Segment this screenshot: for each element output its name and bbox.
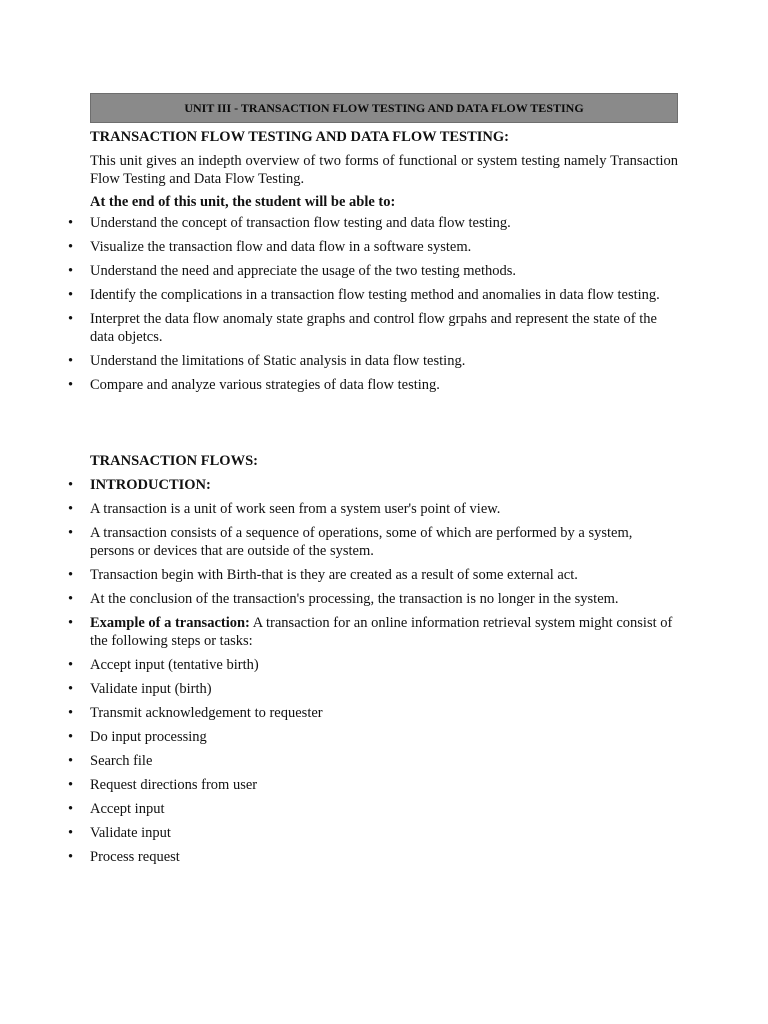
objective-item: • Interpret the data flow anomaly state graphs and control flow grpahs and represent the state of the data objetcs. xyxy=(90,310,678,346)
example-step: • Request directions from user xyxy=(90,776,678,794)
objective-item: • Visualize the transaction flow and data flow in a software system. xyxy=(90,238,678,256)
introduction-label: INTRODUCTION: xyxy=(90,477,211,493)
objective-item: • Understand the need and appreciate the usage of the two testing methods. xyxy=(90,262,678,280)
intro-point: • A transaction consists of a sequence of operations, some of which are performed by a system, persons or devices that are outside of the system. xyxy=(90,524,678,560)
example-step: • Accept input (tentative birth) xyxy=(90,656,678,674)
introduction-item xyxy=(90,476,678,866)
example-step: • Accept input xyxy=(90,800,678,818)
example-steps xyxy=(90,656,678,866)
introduction-points xyxy=(90,500,678,866)
document-body xyxy=(90,126,678,872)
objective-item: • Understand the limitations of Static analysis in data flow testing. xyxy=(90,352,678,370)
example-step: • Validate input (birth) xyxy=(90,680,678,698)
example-label: Example of a transaction: xyxy=(90,615,250,631)
example-item xyxy=(90,614,678,866)
objective-item: • Identify the complications in a transaction flow testing method and anomalies in data flow testing. xyxy=(90,286,678,304)
example-step: • Search file xyxy=(90,752,678,770)
example-step: • Validate input xyxy=(90,824,678,842)
example-step: • Process request xyxy=(90,848,678,866)
unit-banner-text: UNIT III - TRANSACTION FLOW TESTING AND DATA FLOW TESTING xyxy=(184,100,584,115)
intro-point: • Transaction begin with Birth-that is they are created as a result of some external act. xyxy=(90,566,678,584)
objectives-list xyxy=(90,214,678,394)
objective-item: • Compare and analyze various strategies of data flow testing. xyxy=(90,376,678,394)
section-spacer xyxy=(90,400,678,452)
unit-banner xyxy=(90,93,678,123)
example-step: • Transmit acknowledgement to requester xyxy=(90,704,678,722)
flows-list xyxy=(90,476,678,866)
transaction-flows-heading: TRANSACTION FLOWS: xyxy=(90,453,258,469)
intro-point: • A transaction is a unit of work seen from a system user's point of view. xyxy=(90,500,678,518)
intro-point: • At the conclusion of the transaction's processing, the transaction is no longer in the system. xyxy=(90,590,678,608)
main-heading: TRANSACTION FLOW TESTING AND DATA FLOW TESTING: xyxy=(90,129,509,145)
example-step: • Do input processing xyxy=(90,728,678,746)
example-text: A transaction for an online information retrieval system might consist of the following steps or tasks: xyxy=(90,615,673,649)
objective-item: • Understand the concept of transaction flow testing and data flow testing. xyxy=(90,214,678,232)
intro-paragraph: This unit gives an indepth overview of two forms of functional or system testing namely Transaction Flow Testing and Data Flow Testing. xyxy=(90,153,678,187)
objectives-heading: At the end of this unit, the student will be able to: xyxy=(90,194,396,210)
